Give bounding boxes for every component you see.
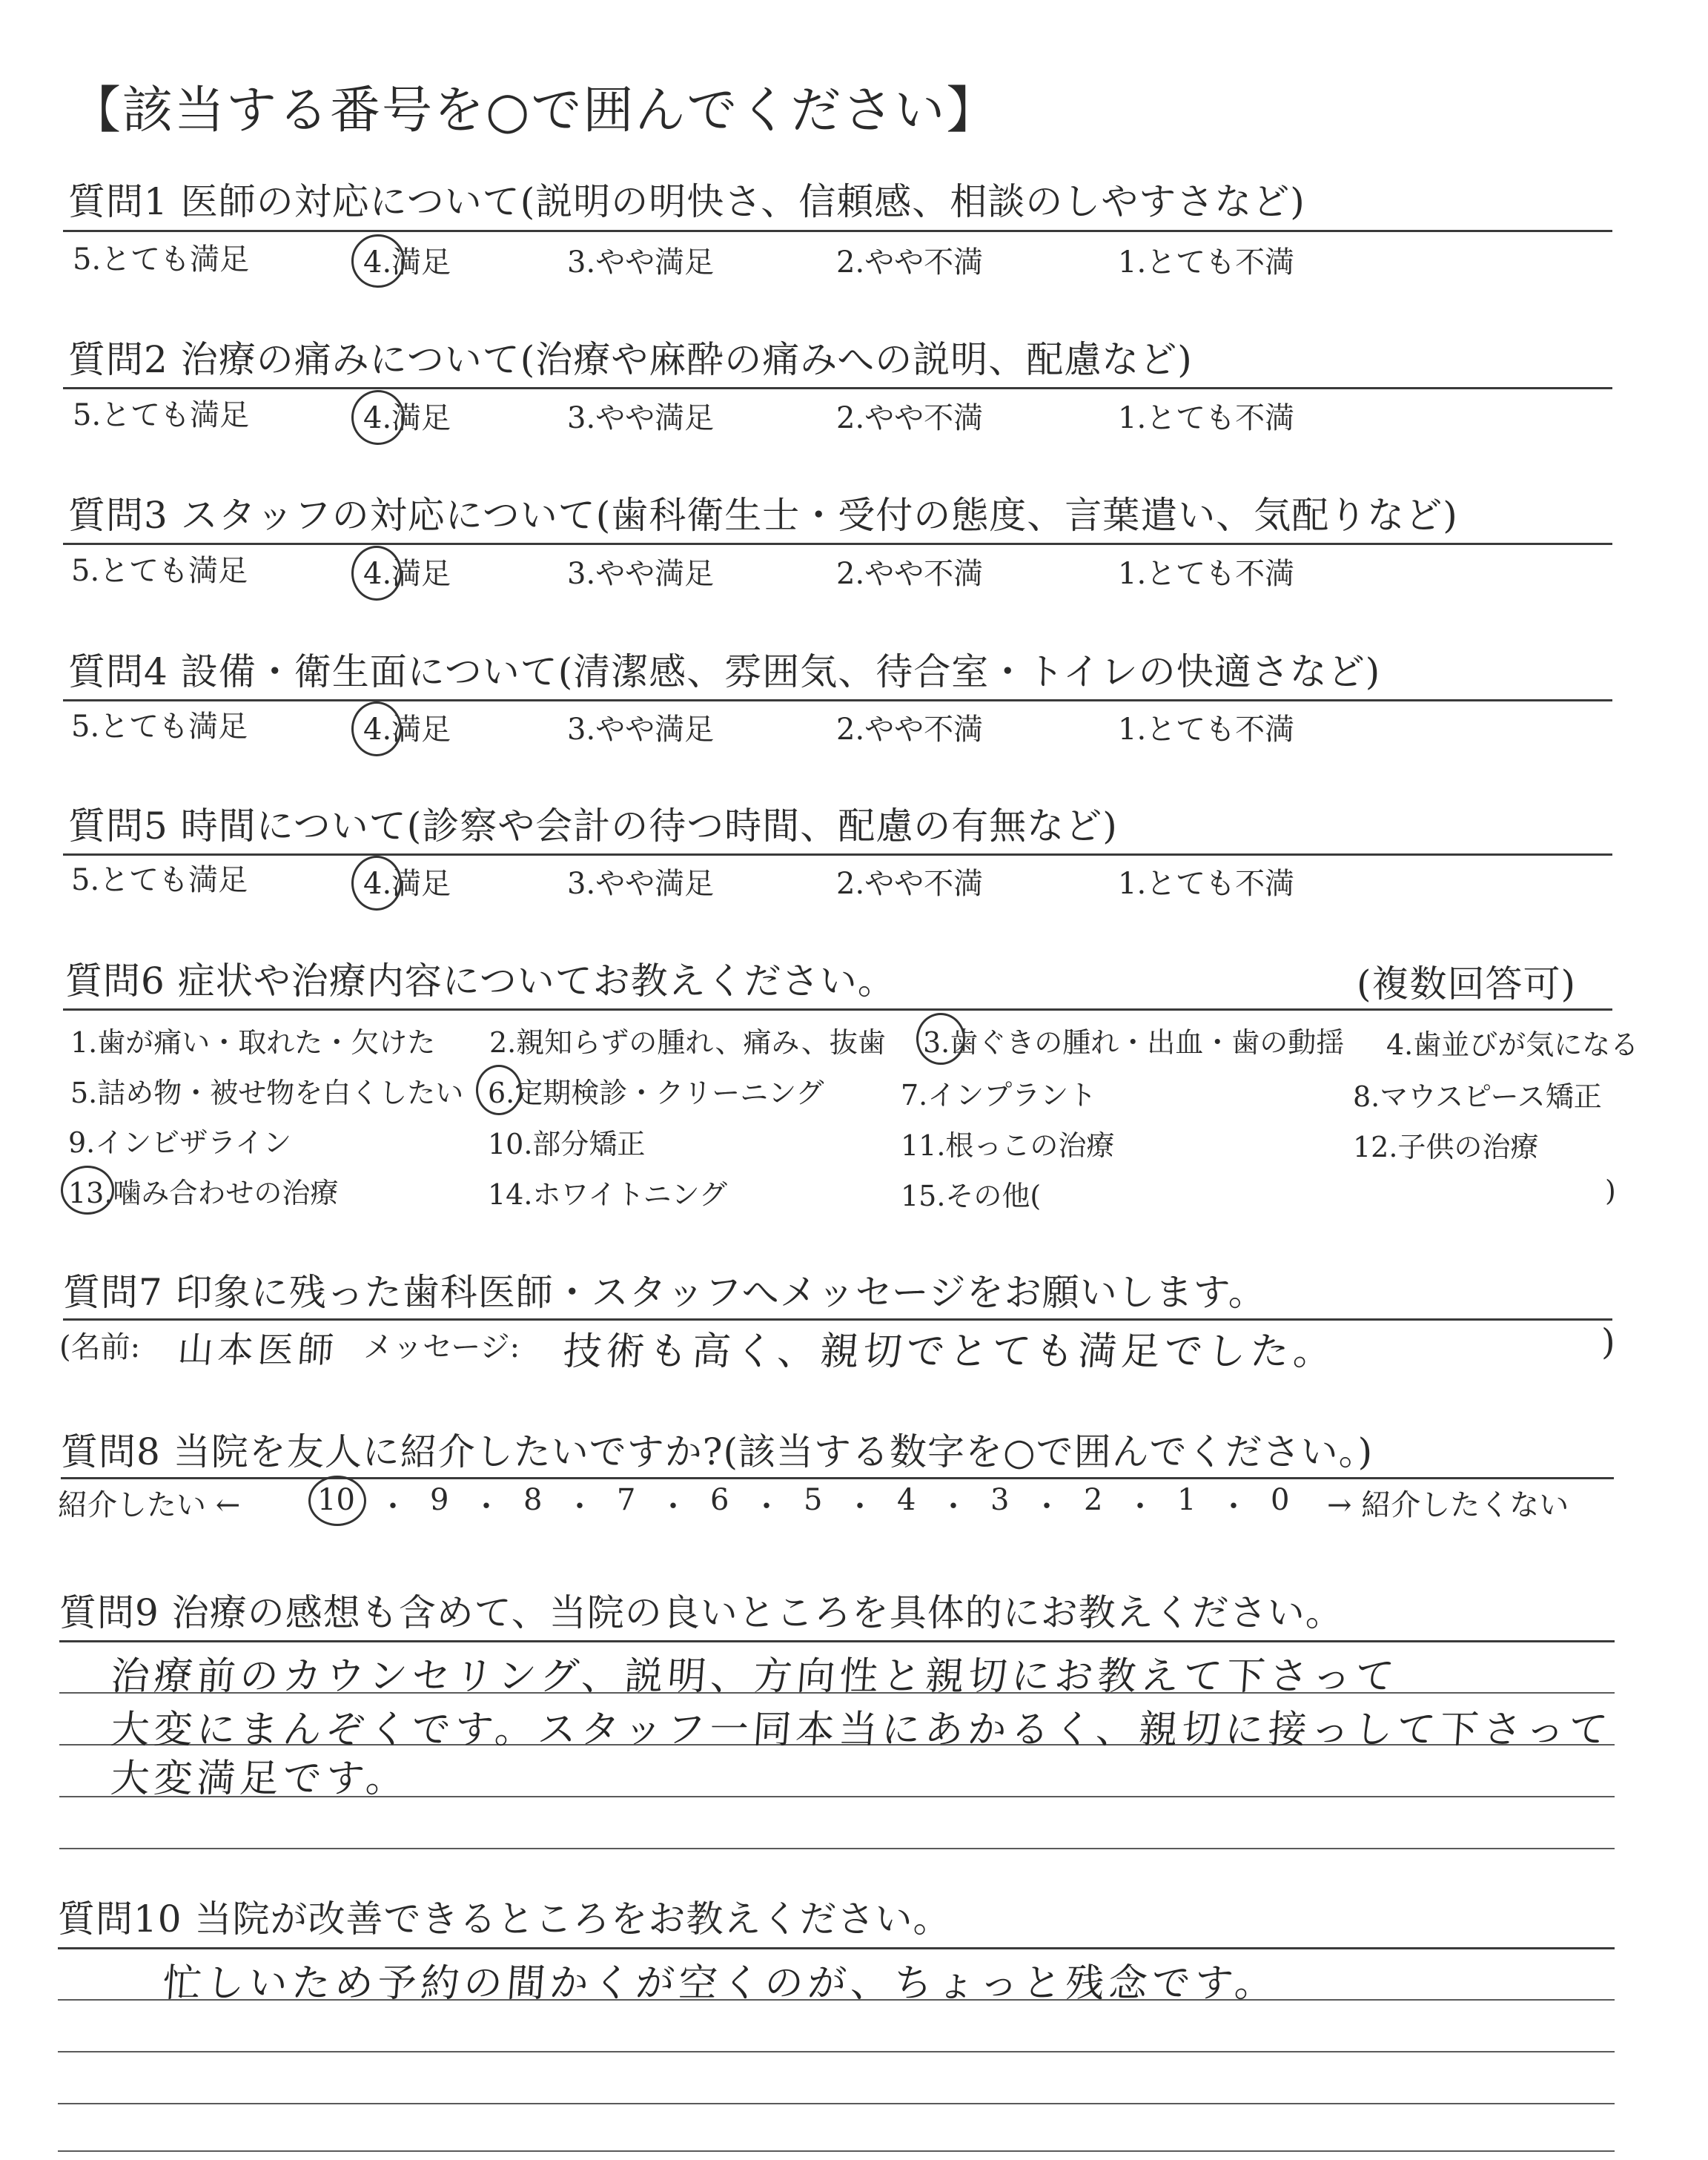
q8-separator: ・	[378, 1490, 408, 1524]
q8-separator: ・	[939, 1490, 968, 1524]
q8-right-label: → 紹介したくない	[1327, 1488, 1569, 1522]
q2-option-4[interactable]: 4.満足	[363, 401, 451, 435]
q7-close-paren: )	[1601, 1321, 1615, 1363]
question-4-divider	[63, 699, 1612, 701]
q8-scale-6[interactable]: 6	[710, 1483, 729, 1517]
q6-item-13-selection-circle	[61, 1166, 114, 1215]
q7-name-value[interactable]: 山本医師	[176, 1330, 340, 1371]
q8-scale-10[interactable]: 10	[317, 1483, 355, 1517]
q7-message-value[interactable]: 技術も高く、親切でとても満足でした。	[561, 1330, 1338, 1374]
question-6-title: 質問6 症状や治療内容についてお教えください。	[65, 960, 896, 1003]
q1-option-3[interactable]: 3.やや満足	[567, 245, 715, 280]
question-8-title: 質問8 当院を友人に紹介したいですか?(該当する数字を○で囲んでください。)	[61, 1430, 1374, 1473]
answer-line	[58, 2150, 1615, 2152]
q4-option-5[interactable]: 5.とても満足	[71, 710, 248, 744]
q4-option-2[interactable]: 2.やや不満	[836, 713, 984, 747]
question-1-title: 質問1 医師の対応について(説明の明快さ、信頼感、相談のしやすさなど)	[68, 180, 1305, 223]
q4-option-4[interactable]: 4.満足	[363, 713, 451, 747]
q3-option-2[interactable]: 2.やや不満	[836, 557, 984, 591]
q1-option-1[interactable]: 1.とても不満	[1118, 245, 1295, 280]
q2-option-5[interactable]: 5.とても満足	[73, 398, 250, 432]
q3-option-5[interactable]: 5.とても満足	[71, 554, 248, 588]
q9-answer-line-1[interactable]: 治療前のカウンセリング、説明、方向性と親切にお教えて下さって	[109, 1654, 1400, 1699]
page-title: 【該当する番号を○で囲んでください】	[70, 82, 999, 140]
q4-option-1[interactable]: 1.とても不満	[1118, 713, 1295, 747]
question-9-title: 質問9 治療の感想も含めて、当院の良いところを具体的にお教えください。	[59, 1591, 1343, 1634]
question-10-divider	[58, 1947, 1615, 1949]
q6-item-3[interactable]: 3.歯ぐきの腫れ・出血・歯の動揺	[923, 1026, 1345, 1059]
q6-item-13[interactable]: 13.噛み合わせの治療	[68, 1177, 339, 1209]
question-9-divider	[59, 1640, 1615, 1642]
question-2-title: 質問2 治療の痛みについて(治療や麻酔の痛みへの説明、配慮など)	[68, 338, 1193, 381]
q6-item-12[interactable]: 12.子供の治療	[1353, 1131, 1539, 1163]
q10-answer-line-1[interactable]: 忙しいため予約の間かくが空くのが、ちょっと残念です。	[161, 1961, 1280, 2006]
q4-option-3[interactable]: 3.やや満足	[567, 713, 715, 747]
question-10-title: 質問10 当院が改善できるところをお教えください。	[58, 1898, 951, 1941]
q6-item-10[interactable]: 10.部分矯正	[488, 1128, 646, 1160]
q5-option-1[interactable]: 1.とても不満	[1118, 867, 1295, 901]
question-5-divider	[63, 853, 1612, 856]
q1-option-5[interactable]: 5.とても満足	[73, 242, 250, 277]
q6-item-5[interactable]: 5.詰め物・被せ物を白くしたい	[70, 1077, 464, 1109]
q9-answer-line-2[interactable]: 大変にまんぞくです。スタッフ一同本当にあかるく、親切に接っして下さって	[109, 1708, 1614, 1752]
question-3-divider	[63, 543, 1612, 545]
q8-separator: ・	[845, 1490, 875, 1524]
question-6-divider	[63, 1008, 1612, 1011]
q6-item-15[interactable]: 15.その他(	[901, 1180, 1042, 1212]
q6-item-6[interactable]: 6.定期検診・クリーニング	[488, 1077, 824, 1109]
q8-scale-3[interactable]: 3	[990, 1483, 1010, 1517]
question-1-divider	[63, 230, 1612, 232]
q8-separator: ・	[1219, 1490, 1248, 1524]
q8-separator: ・	[565, 1490, 595, 1524]
q8-separator: ・	[752, 1490, 781, 1524]
q4-selection-circle	[351, 701, 402, 756]
q2-option-2[interactable]: 2.やや不満	[836, 401, 984, 435]
q6-item-15-close: )	[1605, 1175, 1616, 1207]
q8-scale-5[interactable]: 5	[804, 1483, 823, 1517]
q6-item-9[interactable]: 9.インビザライン	[68, 1126, 292, 1159]
q8-scale-4[interactable]: 4	[897, 1483, 916, 1517]
q8-separator: ・	[1032, 1490, 1062, 1524]
q7-name-label: (名前:	[59, 1330, 141, 1364]
q6-item-3-selection-circle	[916, 1013, 965, 1065]
q6-item-6-selection-circle	[476, 1065, 522, 1115]
q1-option-2[interactable]: 2.やや不満	[836, 245, 984, 280]
question-6-note: (複数回答可)	[1357, 962, 1577, 1005]
q8-scale-0[interactable]: 0	[1271, 1483, 1290, 1517]
question-3-title: 質問3 スタッフの対応について(歯科衛生士・受付の態度、言葉遣い、気配りなど)	[68, 494, 1458, 537]
q2-selection-circle	[351, 390, 405, 445]
q6-item-14[interactable]: 14.ホワイトニング	[488, 1178, 728, 1211]
q8-scale-2[interactable]: 2	[1084, 1483, 1103, 1517]
q2-option-1[interactable]: 1.とても不満	[1118, 401, 1295, 435]
q5-option-5[interactable]: 5.とても満足	[71, 863, 248, 897]
q6-item-1[interactable]: 1.歯が痛い・取れた・欠けた	[70, 1026, 436, 1059]
q5-option-2[interactable]: 2.やや不満	[836, 867, 984, 901]
q3-option-1[interactable]: 1.とても不満	[1118, 557, 1295, 591]
answer-line	[58, 2103, 1615, 2104]
q8-scale-1[interactable]: 1	[1177, 1483, 1196, 1517]
q5-selection-circle	[351, 856, 402, 911]
q8-separator: ・	[1125, 1490, 1155, 1524]
question-7-title: 質問7 印象に残った歯科医師・スタッフへメッセージをお願いします。	[63, 1271, 1266, 1314]
q5-option-4[interactable]: 4.満足	[363, 867, 451, 901]
q6-item-2[interactable]: 2.親知らずの腫れ、痛み、抜歯	[489, 1026, 886, 1059]
answer-line	[58, 2051, 1615, 2052]
q3-option-4[interactable]: 4.満足	[363, 557, 451, 591]
question-5-title: 質問5 時間について(診察や会計の待つ時間、配慮の有無など)	[68, 805, 1118, 848]
q1-option-4[interactable]: 4.満足	[363, 245, 451, 280]
q3-selection-circle	[351, 546, 402, 601]
answer-line	[59, 1848, 1615, 1849]
q3-option-3[interactable]: 3.やや満足	[567, 557, 715, 591]
q8-separator: ・	[471, 1490, 501, 1524]
q7-message-label: メッセージ:	[363, 1330, 520, 1364]
q8-separator: ・	[658, 1490, 688, 1524]
q8-scale-8[interactable]: 8	[523, 1483, 543, 1517]
q8-left-label: 紹介したい ←	[58, 1488, 241, 1522]
q1-selection-circle	[351, 234, 405, 288]
q9-answer-line-3[interactable]: 大変満足です。	[109, 1757, 411, 1801]
question-4-title: 質問4 設備・衛生面について(清潔感、雰囲気、待合室・トイレの快適さなど)	[68, 650, 1381, 693]
question-2-divider	[63, 387, 1612, 389]
q6-item-11[interactable]: 11.根っこの治療	[901, 1129, 1115, 1162]
q2-option-3[interactable]: 3.やや満足	[567, 401, 715, 435]
q6-item-4[interactable]: 4.歯並びが気になる	[1386, 1028, 1639, 1061]
q6-item-7[interactable]: 7.インプラント	[901, 1079, 1097, 1112]
q8-scale-7[interactable]: 7	[617, 1483, 636, 1517]
q8-scale-9[interactable]: 9	[430, 1483, 449, 1517]
q5-option-3[interactable]: 3.やや満足	[567, 867, 715, 901]
q6-item-8[interactable]: 8.マウスピース矯正	[1353, 1080, 1602, 1113]
question-8-divider	[61, 1477, 1614, 1479]
